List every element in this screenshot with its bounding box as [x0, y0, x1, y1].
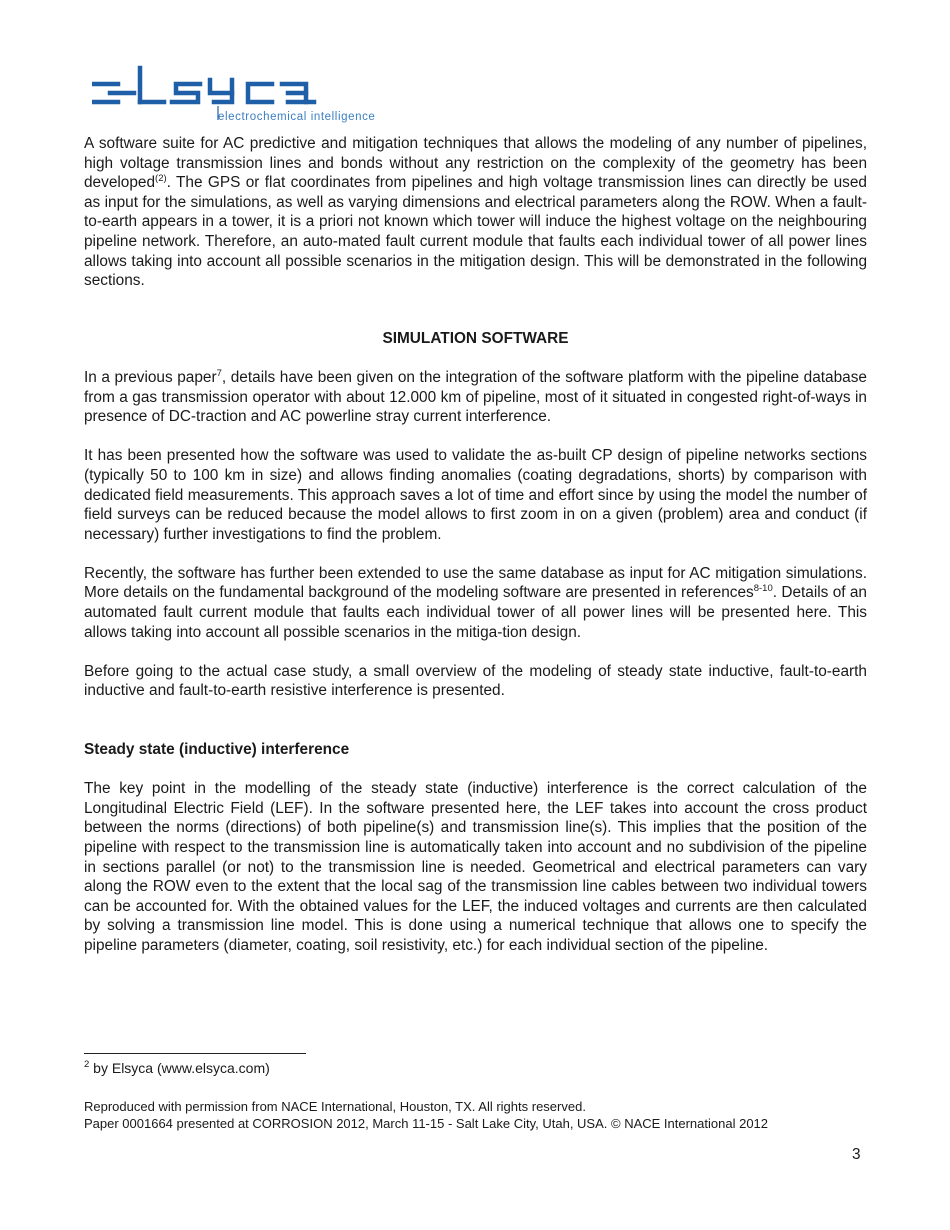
- reproduction-line-2: Paper 0001664 presented at CORROSION 2012, March 11-15 - Salt Lake City, Utah, USA. © NACE International 2012: [84, 1116, 769, 1131]
- reproduction-notice: [84, 1098, 768, 1132]
- simulation-paragraph-3: Recently, the software has further been extended to use the same database as input for AC mitigation simulations. More details on the fundamental background of the modeling software are presented in references$^{8-10}$. Details of an automated fault current module that faults each individual tower of all power lines will be presented here. This allows taking into account all possible scenarios in the mitiga-tion design.: [84, 564, 867, 641]
- steady-state-paragraph: The key point in the modelling of the steady state (inductive) interference is the correct calculation of the Longitudinal Electric Field (LEF). In the software presented here, the LEF takes into account the cross product between the norms (directions) of both pipeline(s) and transmission line(s). This implies that the position of the pipeline with respect to the transmission line is automatically taken into account and no subdivision of the pipeline in sections parallel (or not) to the transmission line is needed. Geometrical and electrical parameters can vary along the ROW even to the extent that the local sag of the transmission line cables between two individual towers can be accounted for. With the obtained values for the LEF, the induced voltages and currents are then calculated by solving a transmission line model. This is done using a numerical technique that allows one to specify the pipeline parameters (diameter, coating, soil resistivity, etc.) for each individual section of the pipeline.: [84, 780, 867, 954]
- footnote: [84, 1059, 270, 1077]
- footnote-text: by Elsyca (www.elsyca.com): [89, 1060, 270, 1076]
- footnote-number: 2: [84, 1059, 90, 1070]
- page-number: 3: [852, 1146, 861, 1163]
- reproduction-line-1: Reproduced with permission from NACE International, Houston, TX. All rights reserved.: [84, 1099, 586, 1114]
- simulation-paragraph-2: It has been presented how the software was used to validate the as-built CP design of pipeline networks sections (typically 50 to 100 km in size) and allows finding anomalies (coating degradations, shorts) by comparison with dedicated field measurements. This approach saves a lot of time and effort since by using the model the number of field surveys can be reduced because the model allows to first zoom in on a given (problem) area and conduct (if necessary) further investigations to find the problem.: [84, 447, 867, 543]
- footnote-rule: [84, 1053, 306, 1054]
- citation-ref: 7: [216, 367, 222, 379]
- citation-ref: (2): [155, 173, 167, 185]
- citation-ref: 8-10: [753, 583, 773, 595]
- intro-paragraph: A software suite for AC predictive and mitigation techniques that allows the modeling of any number of pipelines, high voltage transmission lines and bonds without any restriction on the complexity of the geometry has been developed$^{(2)}$. The GPS or flat coordinates from pipelines and high voltage transmission lines can directly be used as input for the simulations, as well as varying dimensions and electrical parameters along the ROW. When a fault-to-earth appears in a tower, it is a priori not known which tower will induce the highest voltage on the neighbouring pipeline network. Therefore, an auto-mated fault current module that faults each individual tower of all power lines allows taking into account all possible scenarios in the mitigation design. This will be demonstrated in the following sections.: [84, 135, 867, 290]
- subsection-heading: Steady state (inductive) interference: [84, 741, 350, 759]
- main-content: [84, 134, 867, 956]
- logo-tagline: electrochemical intelligence: [218, 111, 376, 123]
- section-heading: SIMULATION SOFTWARE: [382, 329, 569, 347]
- simulation-paragraph-4: Before going to the actual case study, a small overview of the modeling of steady state inductive, fault-to-earth inductive and fault-to-earth resistive interference is presented.: [84, 662, 867, 700]
- simulation-paragraph-1: In a previous paper$^7$, details have been given on the integration of the software platform with the pipeline database from a gas transmission operator with about 12.000 km of pipeline, most of it situated in congested right-of-ways in presence of DC-traction and AC powerline stray current interference.: [84, 367, 867, 426]
